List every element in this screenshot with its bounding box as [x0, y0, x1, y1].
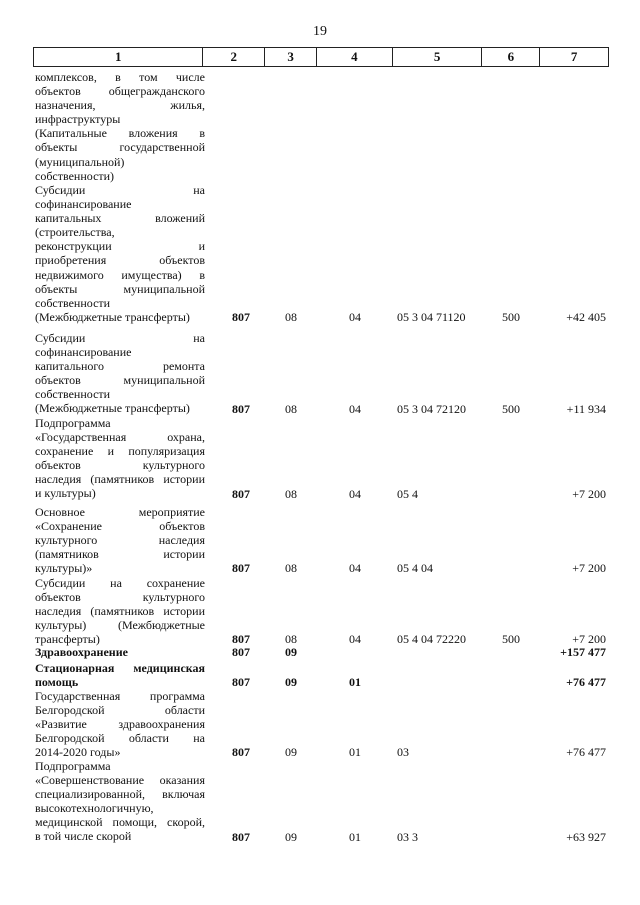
description-line: Субсидии на — [35, 183, 205, 197]
description-line: Белгородской области — [35, 703, 205, 718]
agency-code: 807 — [232, 401, 250, 416]
description-line: объектов муниципальной — [35, 373, 205, 388]
page-number: 19 — [313, 24, 327, 39]
row-description — [35, 689, 205, 759]
description-line: «Совершенствование оказания — [35, 773, 205, 788]
header-col-7: 7 — [570, 49, 578, 64]
target-article-code: 03 3 — [397, 829, 418, 844]
description-line: объектов общегражданского — [35, 84, 205, 99]
description-line: наследия (памятников истории — [35, 604, 205, 619]
description-line: объекты муниципальной — [35, 281, 205, 296]
description-line: «Развитие здравоохранения — [35, 717, 205, 732]
section-code: 08 — [285, 309, 297, 324]
row-description — [35, 661, 205, 689]
target-article-code: 05 4 04 — [397, 561, 433, 576]
description-line: высокотехнологичную, — [35, 801, 154, 816]
description-line: культуры) (Межбюджетные — [35, 618, 205, 633]
description-line: сохранение и популяризация — [35, 444, 205, 459]
target-article-code: 05 4 — [397, 486, 418, 501]
subsection-code: 04 — [349, 309, 361, 324]
subsection-code: 01 — [349, 675, 361, 690]
amount-change: +42 405 — [566, 309, 606, 324]
target-article-code: 05 4 04 72220 — [397, 632, 466, 647]
row-description — [35, 645, 205, 659]
description-line: 2014-2020 годы» — [35, 745, 121, 760]
section-code: 09 — [285, 745, 297, 760]
agency-code: 807 — [232, 486, 250, 501]
description-line: (Межбюджетные трансферты) — [35, 309, 190, 324]
description-line: наследия (памятников истории — [35, 472, 205, 487]
agency-code: 807 — [232, 632, 250, 647]
description-line: и культуры) — [35, 486, 96, 501]
subsection-code: 04 — [349, 486, 361, 501]
description-line: инфраструктуры — [35, 112, 121, 127]
description-line: (строительства, — [35, 225, 115, 240]
expense-type-code: 500 — [502, 401, 520, 416]
row-description — [35, 70, 205, 183]
description-line: реконструкции и — [35, 239, 205, 254]
description-line: назначения, жилья, — [35, 98, 205, 113]
description-line: Государственная программа — [35, 689, 205, 703]
amount-change: +63 927 — [566, 829, 606, 844]
section-code: 08 — [285, 486, 297, 501]
description-line: помощь — [35, 675, 79, 690]
description-line: капитальных вложений — [35, 211, 205, 226]
section-code: 08 — [285, 561, 297, 576]
subsection-code: 04 — [349, 401, 361, 416]
subsection-code: 04 — [349, 561, 361, 576]
section-code: 09 — [285, 645, 297, 659]
agency-code: 807 — [232, 561, 250, 576]
description-line: трансферты) — [35, 632, 100, 647]
expense-type-code: 500 — [502, 632, 520, 647]
amount-change: +11 934 — [566, 401, 606, 416]
description-line: Подпрограмма — [35, 416, 111, 430]
row-description — [35, 505, 205, 575]
row-description — [35, 576, 205, 646]
table-header — [33, 47, 609, 67]
description-line: собственности) — [35, 168, 115, 183]
description-line: в той числе скорой — [35, 829, 132, 844]
row-description — [35, 331, 205, 416]
description-line: комплексов, в том числе — [35, 70, 205, 84]
description-line: «Государственная охрана, — [35, 430, 205, 445]
agency-code: 807 — [232, 645, 250, 659]
expense-type-code: 500 — [502, 309, 520, 324]
description-line: приобретения объектов — [35, 253, 205, 268]
amount-change: +7 200 — [572, 632, 606, 647]
agency-code: 807 — [232, 745, 250, 760]
description-line: капитального ремонта — [35, 359, 205, 374]
target-article-code: 05 3 04 71120 — [397, 309, 466, 324]
description-line: (муниципальной) — [35, 154, 125, 169]
section-code: 08 — [285, 401, 297, 416]
subsection-code: 01 — [349, 829, 361, 844]
header-col-1: 1 — [34, 48, 203, 66]
description-line: (памятников истории — [35, 547, 205, 562]
subsection-code: 01 — [349, 745, 361, 760]
description-line: медицинской помощи, скорой, — [35, 815, 205, 830]
agency-code: 807 — [232, 829, 250, 844]
header-col-4: 4 — [317, 48, 393, 66]
agency-code: 807 — [232, 675, 250, 690]
description-line: Субсидии на сохранение — [35, 576, 205, 590]
description-line: собственности — [35, 295, 111, 310]
description-line: (Межбюджетные трансферты) — [35, 401, 190, 416]
header-col-3: 3 — [265, 48, 317, 66]
description-line: Здравоохранение — [35, 645, 128, 659]
subsection-code: 04 — [349, 632, 361, 647]
description-line: софинансирование — [35, 345, 132, 360]
amount-change: +7 200 — [572, 486, 606, 501]
amount-change: +76 477 — [566, 675, 606, 690]
description-line: объектов культурного — [35, 458, 205, 473]
row-description — [35, 416, 205, 501]
description-line: Белгородской области на — [35, 731, 205, 746]
section-code: 08 — [285, 632, 297, 647]
description-line: софинансирование — [35, 197, 132, 212]
agency-code: 807 — [232, 309, 250, 324]
section-code: 09 — [285, 675, 297, 690]
row-description — [35, 759, 205, 844]
header-col-2: 2 — [203, 48, 265, 66]
header-col-6: 6 — [482, 48, 540, 66]
description-line: Основное мероприятие — [35, 505, 205, 519]
description-line: Субсидии на — [35, 331, 205, 345]
header-col-5: 5 — [393, 48, 483, 66]
description-line: Стационарная медицинская — [35, 661, 205, 675]
description-line: Подпрограмма — [35, 759, 111, 773]
section-code: 09 — [285, 829, 297, 844]
amount-change: +7 200 — [572, 561, 606, 576]
description-line: объекты государственной — [35, 140, 205, 155]
row-description — [35, 183, 205, 324]
description-line: «Сохранение объектов — [35, 519, 205, 534]
description-line: специализированной, включая — [35, 787, 205, 802]
description-line: (Капитальные вложения в — [35, 126, 205, 141]
amount-change: +157 477 — [560, 645, 606, 659]
description-line: недвижимого имущества) в — [35, 267, 205, 282]
amount-change: +76 477 — [566, 745, 606, 760]
description-line: культуры)» — [35, 561, 93, 576]
target-article-code: 03 — [397, 745, 409, 760]
description-line: объектов культурного — [35, 590, 205, 605]
target-article-code: 05 3 04 72120 — [397, 401, 466, 416]
description-line: собственности — [35, 387, 111, 402]
description-line: культурного наследия — [35, 533, 205, 548]
